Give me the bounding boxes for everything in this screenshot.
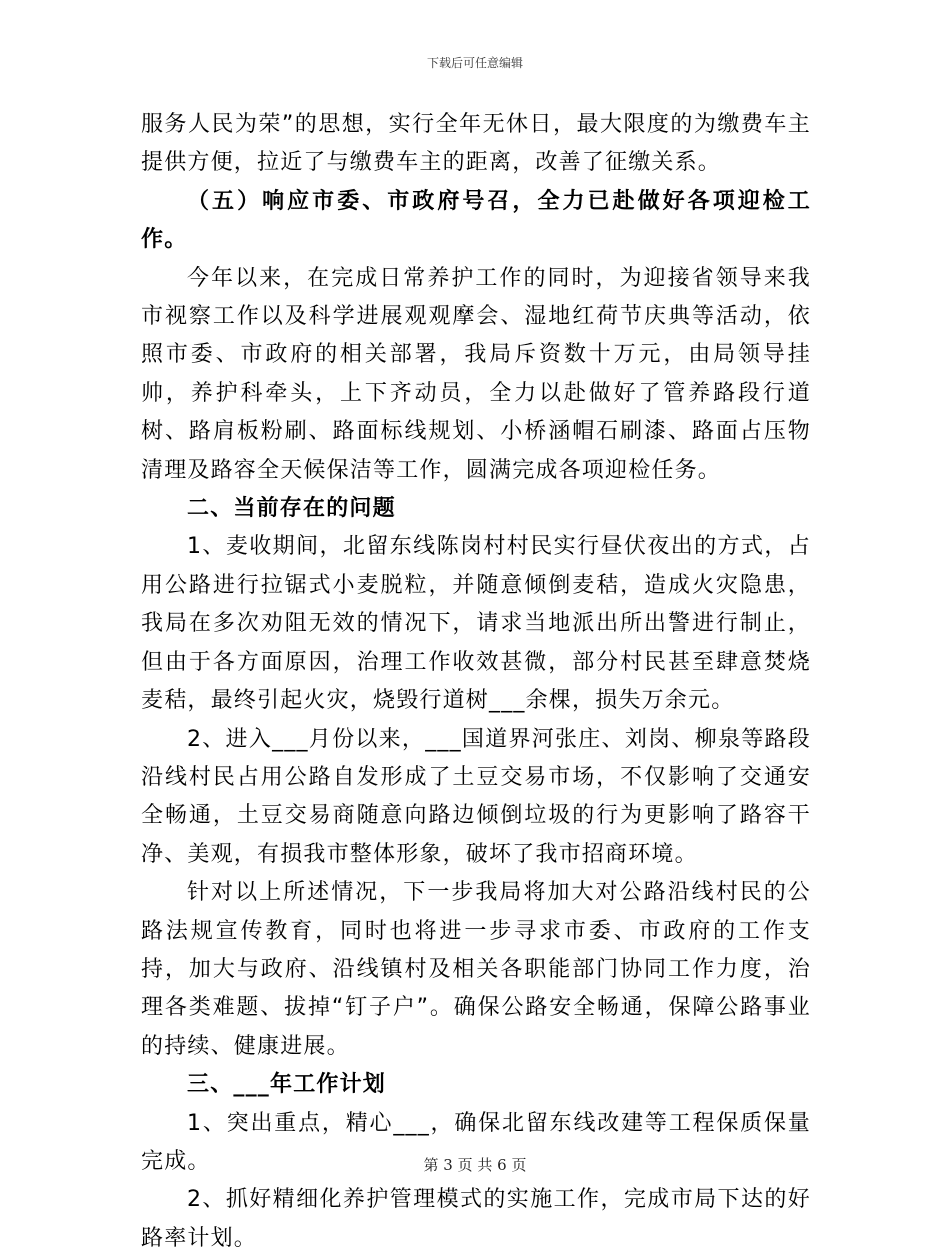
page-footer: 第 3 页 共 6 页 <box>423 1156 527 1174</box>
paragraph: 1、突出重点，精心___，确保北留东线改建等工程保质保量完成。 <box>141 1110 811 1174</box>
section-heading: 二、当前存在的问题 <box>187 496 396 522</box>
document-body <box>141 106 811 1258</box>
paragraph: 2、抓好精细化养护管理模式的实施工作，完成市局下达的好路率计划。 <box>141 1187 811 1251</box>
paragraph-continuation: 服务人民为荣”的思想，实行全年无休日，最大限度的为缴费车主提供方便，拉近了与缴费车主的距离，改善了征缴关系。 <box>141 112 811 176</box>
page-header: 下载后可任意编辑 <box>426 56 523 70</box>
paragraph: 针对以上所述情况，下一步我局将加大对公路沿线村民的公路法规宣传教育，同时也将进一步寻求市委、市政府的工作支持，加大与政府、沿线镇村及相关各职能部门协同工作力度，治理各类难题、拔掉“钉子户”。确保公路安全畅通，保障公路事业的持续、健康进展。 <box>141 880 811 1059</box>
subsection-heading: （五）响应市委、市政府号召，全力已赴做好各项迎检工作。 <box>141 188 811 253</box>
paragraph: 今年以来，在完成日常养护工作的同时，为迎接省领导来我市视察工作以及科学进展观观摩会、湿地红荷节庆典等活动，依照市委、市政府的相关部署，我局斥资数十万元，由局领导挂帅，养护科牵头，上下齐动员，全力以赴做好了管养路段行道树、路肩板粉刷、路面标线规划、小桥涵帽石刷漆、路面占压物清理及路容全天候保洁等工作，圆满完成各项迎检任务。 <box>141 265 811 483</box>
paragraph: 2、进入___月份以来，___国道界河张庄、刘岗、柳泉等路段沿线村民占用公路自发形成了土豆交易市场，不仅影响了交通安全畅通，土豆交易商随意向路边倾倒垃圾的行为更影响了路容干净、美观，有损我市整体形象，破坏了我市招商环境。 <box>141 726 811 867</box>
section-heading: 三、___年工作计划 <box>187 1072 387 1098</box>
paragraph: 1、麦收期间，北留东线陈岗村村民实行昼伏夜出的方式，占用公路进行拉锯式小麦脱粒，并随意倾倒麦秸，造成火灾隐患，我局在多次劝阻无效的情况下，请求当地派出所出警进行制止，但由于各方面原因，治理工作收效甚微，部分村民甚至肆意焚烧麦秸，最终引起火灾，烧毁行道树___余棵，损失万余元。 <box>141 534 811 714</box>
